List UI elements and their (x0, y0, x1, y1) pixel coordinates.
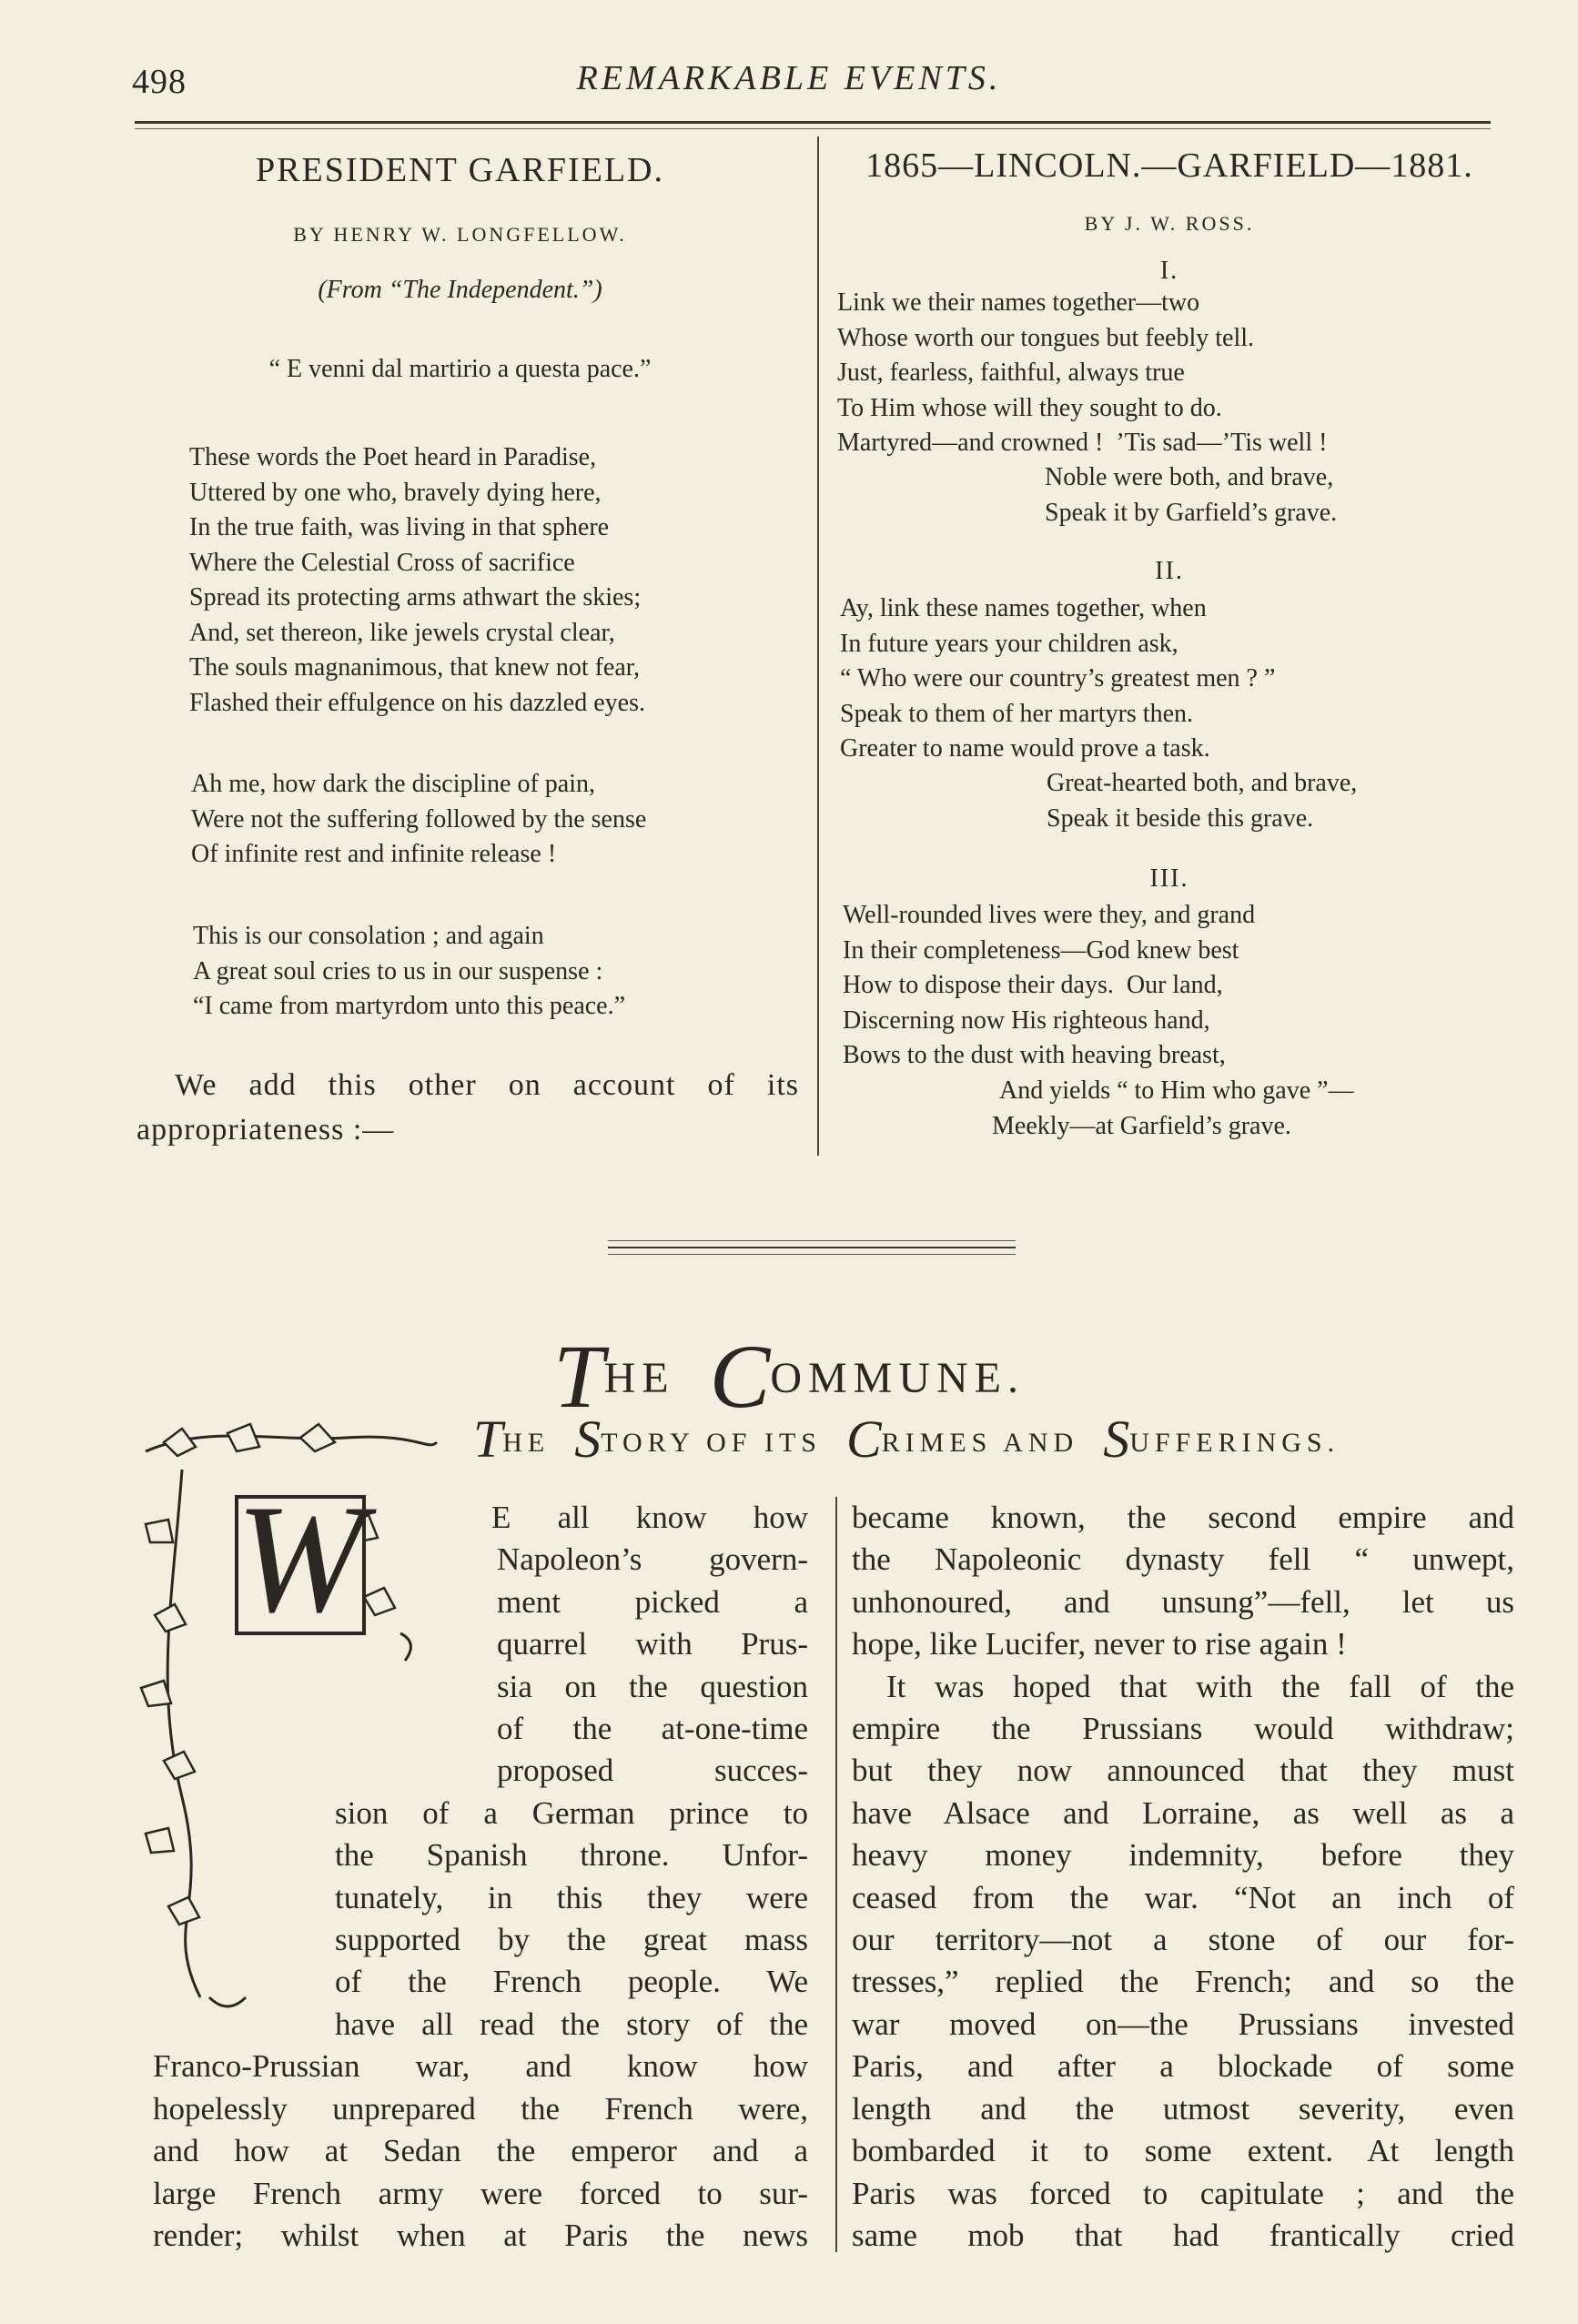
verse-line: Speak to them of her martyrs then. (840, 699, 1194, 728)
body-line: empire the Prussians would withdraw; (852, 1711, 1514, 1747)
body-line: large French army were forced to sur- (153, 2175, 808, 2211)
verse-line: Where the Celestial Cross of sacrifice (189, 548, 575, 577)
body-line: same mob that had frantically cried (852, 2217, 1514, 2253)
verse-line: Ay, link these names together, when (840, 594, 1207, 622)
body-line: but they now announced that they must (852, 1753, 1514, 1789)
verse-line: “I came from martyrdom unto this peace.” (193, 992, 626, 1020)
subtitle-text: UFFERINGS. (1129, 1428, 1340, 1458)
dropcap-letter: W (236, 1473, 365, 1644)
verse-line: In future years your children ask, (840, 629, 1178, 658)
left-poem-epigraph: “ E venni dal martirio a questa pace.” (268, 355, 652, 383)
body-line: and how at Sedan the emperor and a (153, 2133, 808, 2169)
body-line: ment picked a (497, 1583, 808, 1620)
body-line: sia on the question (497, 1668, 808, 1704)
body-line: Paris, and after a blockade of some (852, 2048, 1514, 2085)
subtitle-cap: S (574, 1410, 602, 1469)
body-line: supported by the great mass (335, 1922, 808, 1958)
body-line: our territory—not a stone of our for- (852, 1922, 1514, 1958)
body-line: have all read the story of the (335, 2006, 808, 2042)
body-line: tunately, in this they were (335, 1879, 808, 1915)
verse-line: To Him whose will they sought to do. (837, 393, 1222, 422)
verse-line: Just, fearless, faithful, always true (837, 359, 1185, 387)
running-title: REMARKABLE EVENTS. (576, 59, 1002, 97)
verse-line: Great-hearted both, and brave, (1047, 769, 1358, 797)
left-poem-byline: BY HENRY W. LONGFELLOW. (293, 223, 627, 246)
verse-line: Bows to the dust with heaving breast, (843, 1041, 1226, 1069)
right-poem-stanza-number: III. (1149, 864, 1189, 893)
body-line: render; whilst when at Paris the news (153, 2217, 808, 2253)
body-line: proposed succes- (497, 1753, 808, 1789)
article-right-column (852, 1497, 1514, 2257)
subtitle-text: HE (502, 1428, 551, 1458)
editor-note-line: appropriateness :— (137, 1113, 395, 1147)
left-poem-stanza-3 (193, 919, 625, 1025)
verse-line: “ Who were our country’s greatest men ? ” (840, 664, 1276, 692)
body-line: sion of a German prince to (335, 1794, 808, 1831)
body-line: Paris was forced to capitulate ; and the (852, 2175, 1514, 2211)
left-poem-title: PRESIDENT GARFIELD. (256, 151, 664, 189)
body-line: Napoleon’s govern- (497, 1541, 808, 1578)
right-poem-stanza-number: I. (1159, 257, 1179, 285)
verse-line: Speak it beside this grave. (1047, 803, 1314, 833)
right-poem-stanza-number: II. (1155, 557, 1184, 585)
verse-line: Discerning now His righteous hand, (843, 1005, 1210, 1035)
left-poem-stanza-2 (191, 767, 646, 873)
body-line: hopelessly unprepared the French were, (153, 2090, 808, 2127)
verse-line: Link we their names together—two (837, 288, 1200, 317)
section-separator (608, 1247, 1016, 1248)
body-line: Franco-Prussian war, and know how (153, 2048, 808, 2085)
body-line: unhonoured, and unsung”—fell, let us (852, 1583, 1514, 1620)
editor-note-line: We add this other on account of its (175, 1068, 799, 1102)
body-line: the Spanish throne. Unfor- (335, 1837, 808, 1874)
body-line: the Napoleonic dynasty fell “ unwept, (852, 1541, 1514, 1578)
subtitle-cap: C (845, 1410, 882, 1469)
verse-line: Whose worth our tongues but feebly tell. (837, 323, 1255, 352)
verse-line: And yields “ to Him who gave ”— (999, 1076, 1354, 1105)
left-poem-stanza-1 (189, 440, 645, 721)
running-head (0, 55, 1578, 109)
verse-line: How to dispose their days. Our land, (843, 971, 1223, 999)
header-rule-thin (135, 128, 1491, 129)
right-poem-refrain-1 (1045, 460, 1337, 530)
column-divider-bottom (835, 1497, 837, 2252)
verse-line: In their completeness—God knew best (843, 935, 1239, 965)
title-text: OMMUNE. (770, 1354, 1025, 1402)
right-poem-stanza-1 (837, 286, 1327, 461)
right-poem-refrain-3 (992, 1074, 1354, 1144)
verse-line: Meekly—at Garfield’s grave. (992, 1111, 1291, 1140)
body-line: ceased from the war. “Not an inch of (852, 1879, 1514, 1915)
body-line: of the French people. We (335, 1964, 808, 2000)
editor-note (137, 1063, 799, 1152)
verse-line: This is our consolation ; and again (193, 922, 544, 950)
verse-line: Speak it by Garfield’s grave. (1045, 498, 1338, 527)
verse-line: In the true faith, was living in that sphere (189, 513, 610, 541)
section-separator (608, 1240, 1016, 1241)
body-line: have Alsace and Lorraine, as well as a (852, 1794, 1514, 1831)
page-number: 498 (132, 63, 187, 101)
subtitle-cap: S (1103, 1410, 1130, 1469)
body-line: length and the utmost severity, even (852, 2090, 1514, 2127)
header-rule (135, 121, 1491, 124)
verse-line: A great soul cries to us in our suspense : (193, 956, 603, 985)
body-line: war moved on—the Prussians invested (852, 2006, 1514, 2042)
right-poem-byline: BY J. W. ROSS. (1084, 212, 1255, 235)
verse-line: Of infinite rest and infinite release ! (191, 840, 557, 868)
body-line: quarrel with Prus- (497, 1626, 808, 1662)
right-poem-title: 1865—LINCOLN.—GARFIELD—1881. (865, 147, 1473, 185)
title-cap: T (553, 1326, 604, 1427)
verse-line: Uttered by one who, bravely dying here, (189, 478, 602, 507)
section-separator (608, 1254, 1016, 1255)
verse-line: Martyred—and crowned ! ’Tis sad—’Tis well ! (837, 429, 1328, 457)
left-poem-source: (From “The Independent.”) (318, 276, 602, 304)
body-line: heavy money indemnity, before they (852, 1837, 1514, 1874)
body-line: of the at-one-time (497, 1711, 808, 1747)
body-line: E all know how (491, 1500, 808, 1535)
title-cap: C (709, 1326, 771, 1427)
body-line: It was hoped that with the fall of the (886, 1668, 1514, 1704)
verse-line: Well-rounded lives were they, and grand (843, 901, 1256, 929)
column-divider-top (817, 136, 819, 1156)
body-line: hope, like Lucifer, never to rise again ! (852, 1626, 1347, 1662)
verse-line: Were not the suffering followed by the sense (191, 804, 647, 834)
subtitle-text: TORY OF ITS (601, 1428, 822, 1458)
verse-line: Greater to name would prove a task. (840, 734, 1210, 763)
body-line: became known, the second empire and (852, 1500, 1514, 1535)
article-left-column (153, 1497, 808, 2257)
verse-line: Noble were both, and brave, (1045, 463, 1334, 491)
body-line: tresses,” replied the French; and so the (852, 1964, 1514, 2000)
title-text: HE (603, 1354, 675, 1402)
subtitle-text: RIMES AND (881, 1428, 1079, 1458)
subtitle-cap: T (473, 1410, 503, 1469)
verse-line: Spread its protecting arms athwart the skies; (189, 583, 642, 611)
verse-line: Ah me, how dark the discipline of pain, (191, 770, 596, 798)
article-subtitle (473, 1409, 1520, 1470)
right-poem-refrain-2 (1047, 766, 1357, 836)
right-poem-stanza-2 (840, 591, 1275, 767)
verse-line: The souls magnanimous, that knew not fear, (189, 653, 640, 682)
body-line: bombarded it to some extent. At length (852, 2133, 1514, 2169)
verse-line: And, set thereon, like jewels crystal clear, (189, 618, 615, 647)
right-poem-stanza-3 (843, 898, 1255, 1074)
verse-line: These words the Poet heard in Paradise, (189, 443, 597, 471)
verse-line: Flashed their effulgence on his dazzled eyes. (189, 688, 645, 717)
